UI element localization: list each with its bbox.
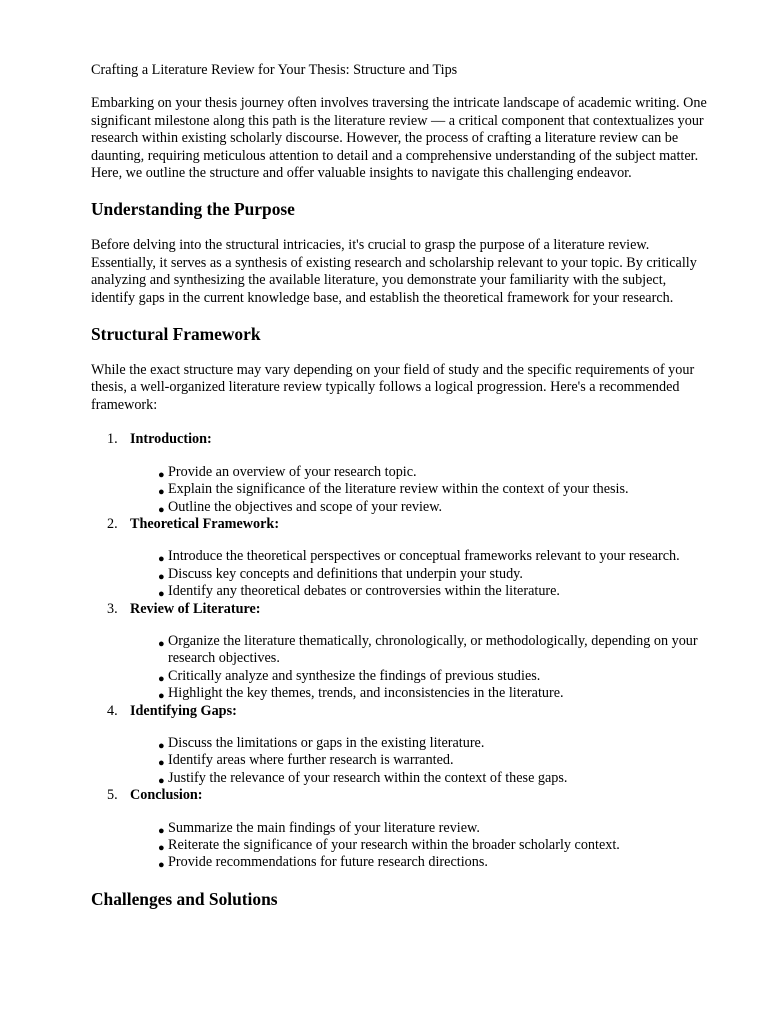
bullet-icon: ● <box>158 774 165 787</box>
bullet-icon: ● <box>158 690 165 703</box>
step-title: Review of Literature: <box>130 600 261 617</box>
bullet-icon: ● <box>158 486 165 499</box>
heading-challenges-solutions: Challenges and Solutions <box>91 888 278 909</box>
step-title: Introduction: <box>130 431 212 448</box>
list-item <box>158 632 708 668</box>
step-title: Conclusion: <box>130 787 203 804</box>
point-text: Organize the literature thematically, chronologically, or methodologically, depending on your research objectives. <box>168 632 698 667</box>
heading-structural-framework: Structural Framework <box>91 324 261 345</box>
framework-step <box>107 431 710 516</box>
step-number: 2. <box>107 515 118 532</box>
heading-understanding-purpose: Understanding the Purpose <box>91 199 295 220</box>
step-title: Identifying Gaps: <box>130 702 237 719</box>
bullet-icon: ● <box>158 553 165 566</box>
list-item <box>158 583 708 601</box>
bullet-icon: ● <box>158 824 165 837</box>
point-text: Justify the relevance of your research within the context of these gaps. <box>168 769 568 786</box>
step-number: 1. <box>107 431 118 448</box>
point-text: Explain the significance of the literature review within the context of your thesis. <box>168 481 629 498</box>
step-number: 3. <box>107 600 118 617</box>
list-item <box>158 734 708 752</box>
point-text: Introduce the theoretical perspectives or conceptual frameworks relevant to your research. <box>168 548 680 565</box>
framework-step <box>107 787 710 872</box>
list-item <box>158 498 708 516</box>
list-item <box>158 854 708 872</box>
point-text: Identify any theoretical debates or controversies within the literature. <box>168 583 560 600</box>
list-item <box>158 667 708 685</box>
point-text: Provide recommendations for future research directions. <box>168 854 488 871</box>
step-number: 5. <box>107 787 118 804</box>
framework-paragraph: While the exact structure may vary depending on your field of study and the specific requirements of your thesis, a well-organized literature review typically follows a logical progression. Here's a recommended framework: <box>91 362 695 413</box>
point-text: Provide an overview of your research topic. <box>168 463 417 480</box>
list-item <box>158 769 708 787</box>
step-title: Theoretical Framework: <box>130 515 280 532</box>
list-item <box>158 752 708 770</box>
point-text: Reiterate the significance of your research within the broader scholarly context. <box>168 837 620 853</box>
bullet-icon: ● <box>158 570 165 583</box>
step-points <box>130 633 708 703</box>
bullet-icon: ● <box>158 757 165 770</box>
list-item <box>158 819 708 837</box>
purpose-paragraph: Before delving into the structural intricacies, it's crucial to grasp the purpose of a literature review. Essentially, it serves as a synthesis of existing research and scholarship relevant to your topic. By critically analyzing and synthesizing the available literature, you demonstrate your familiarity with the subject, identify gaps in the current knowledge base, and establish the theoretical framework for your research. <box>91 237 697 306</box>
intro-paragraph: Embarking on your thesis journey often involves traversing the intricate landscape of academic writing. One significant milestone along this path is the literature review — a critical component that contextualizes your research within existing scholarly discourse. However, the process of crafting a literature review can be daunting, requiring meticulous attention to detail and a comprehensive understanding of the subject matter. Here, we outline the structure and offer valuable insights to navigate this challenging endeavor. <box>91 95 707 182</box>
bullet-icon: ● <box>158 859 165 872</box>
list-item <box>158 565 708 583</box>
point-text: Outline the objectives and scope of your review. <box>168 498 443 515</box>
step-points <box>130 735 708 787</box>
point-text: Discuss the limitations or gaps in the existing literature. <box>168 734 485 751</box>
step-points <box>130 548 708 600</box>
bullet-icon: ● <box>158 503 165 516</box>
list-item <box>158 481 708 499</box>
bullet-icon: ● <box>158 842 165 854</box>
point-text: Highlight the key themes, trends, and inconsistencies in the literature. <box>168 685 564 702</box>
list-item <box>158 548 708 566</box>
bullet-icon: ● <box>158 637 165 650</box>
document-title: Crafting a Literature Review for Your Thesis: Structure and Tips <box>91 62 458 78</box>
framework-step <box>107 600 710 703</box>
step-points <box>130 464 708 516</box>
point-text: Identify areas where further research is warranted. <box>168 752 454 769</box>
framework-list <box>91 431 768 872</box>
point-text: Summarize the main findings of your literature review. <box>168 819 480 836</box>
list-item <box>158 463 708 481</box>
point-text: Critically analyze and synthesize the findings of previous studies. <box>168 667 541 684</box>
list-item <box>158 837 708 854</box>
bullet-icon: ● <box>158 468 165 481</box>
bullet-icon: ● <box>158 739 165 752</box>
point-text: Discuss key concepts and definitions that underpin your study. <box>168 565 523 582</box>
step-points <box>130 820 708 872</box>
bullet-icon: ● <box>158 588 165 601</box>
bullet-icon: ● <box>158 672 165 685</box>
step-number: 4. <box>107 702 118 719</box>
framework-step <box>107 515 710 601</box>
framework-step <box>107 702 710 788</box>
list-item <box>158 685 708 703</box>
